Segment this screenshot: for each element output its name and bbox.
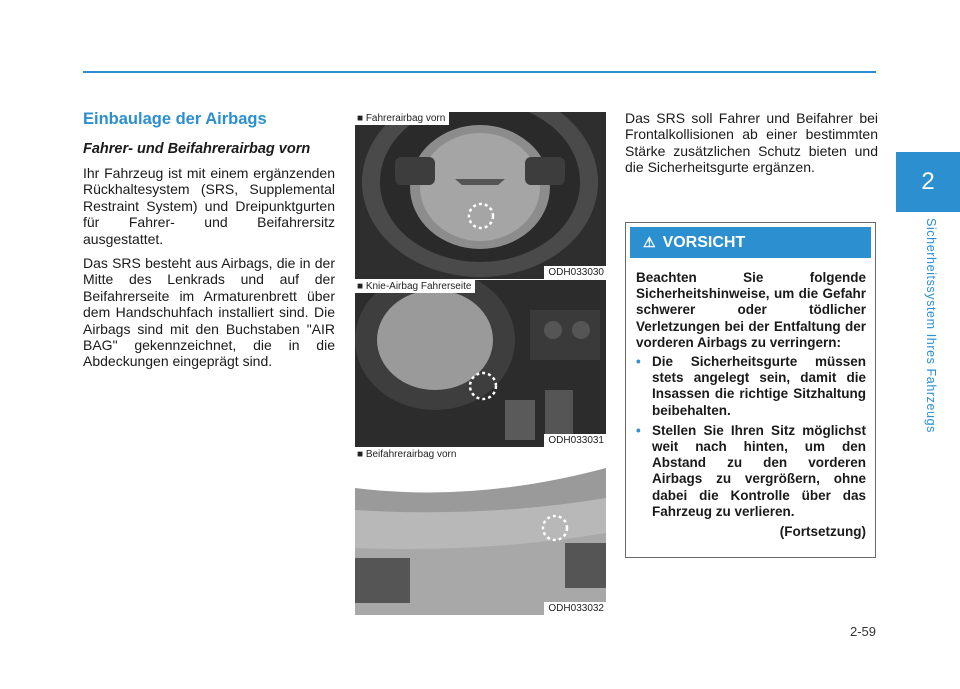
caution-item: • Die Sicherheitsgurte müssen stets angelegt sein, damit die Insassen die richtige Sitzhaltung beibehalten. [636, 354, 866, 418]
figure-code: ODH033032 [544, 602, 606, 615]
caution-header [630, 227, 871, 258]
left-column [83, 110, 335, 378]
warning-triangle-icon: ⚠ [643, 234, 656, 250]
caution-body [626, 262, 875, 540]
figure-passenger-airbag [355, 448, 606, 615]
caution-title: VORSICHT [662, 233, 746, 251]
caution-box [625, 222, 876, 558]
page-number: 2-59 [849, 624, 876, 639]
figure-knee-airbag [355, 280, 606, 447]
bullet-icon: • [636, 354, 641, 370]
figure-driver-airbag [355, 112, 606, 279]
right-column [625, 110, 878, 176]
bullet-icon: • [636, 422, 641, 438]
knee-area-illustration [355, 280, 606, 447]
header-rule [83, 71, 876, 73]
subsection-title: Fahrer- und Beifahrerairbag vorn [83, 141, 311, 157]
section-title: Einbaulage der Airbags [83, 110, 267, 128]
dashboard-illustration [355, 448, 606, 615]
figure-label: ■ Beifahrerairbag vorn [355, 448, 460, 461]
figure-label: ■ Knie-Airbag Fahrerseite [355, 280, 475, 293]
srs-paragraph: Das SRS besteht aus Airbags, die in der Mitte des Lenkrads und auf der Beifahrerseite im Armaturenbrett über dem Handschuhfach installiert sind. Die Airbags sind mit den Buchstaben "AIR BAG" gekennzeichnet, die in die Abdeckungen eingeprägt sind. [83, 255, 335, 370]
intro-paragraph: Ihr Fahrzeug ist mit einem ergänzenden Rückhaltesystem (SRS, Supplemental Restraint System) und Dreipunktgurten für Fahrer- und Beifahrersitz ausgestattet. [83, 165, 335, 247]
steering-wheel-illustration [355, 112, 606, 279]
caution-intro: Beachten Sie folgende Sicherheitshinweise, um die Gefahr schwerer oder tödlicher Verletzungen bei der Entfaltung der vorderen Airbags zu verringern: [636, 270, 866, 350]
figure-code: ODH033030 [544, 266, 606, 279]
figure-label: ■ Fahrerairbag vorn [355, 112, 449, 125]
chapter-number-tab: 2 [896, 152, 960, 212]
figure-code: ODH033031 [544, 434, 606, 447]
chapter-title: Sicherheitssystem Ihres Fahrzeugs [924, 218, 938, 434]
caution-item: • Stellen Sie Ihren Sitz möglichst weit nach hinten, um den Abstand zu den vorderen Airbags zu vergrößern, ohne dabei die Kontrolle über das Fahrzeug zu verlieren. [636, 422, 866, 519]
srs-purpose-paragraph: Das SRS soll Fahrer und Beifahrer bei Frontalkollisionen ab einer bestimmten Stärke zusätzlichen Schutz bieten und die Sicherheitsgurte ergänzen. [625, 110, 878, 176]
continued-label: (Fortsetzung) [779, 524, 866, 540]
caution-list [636, 354, 866, 520]
